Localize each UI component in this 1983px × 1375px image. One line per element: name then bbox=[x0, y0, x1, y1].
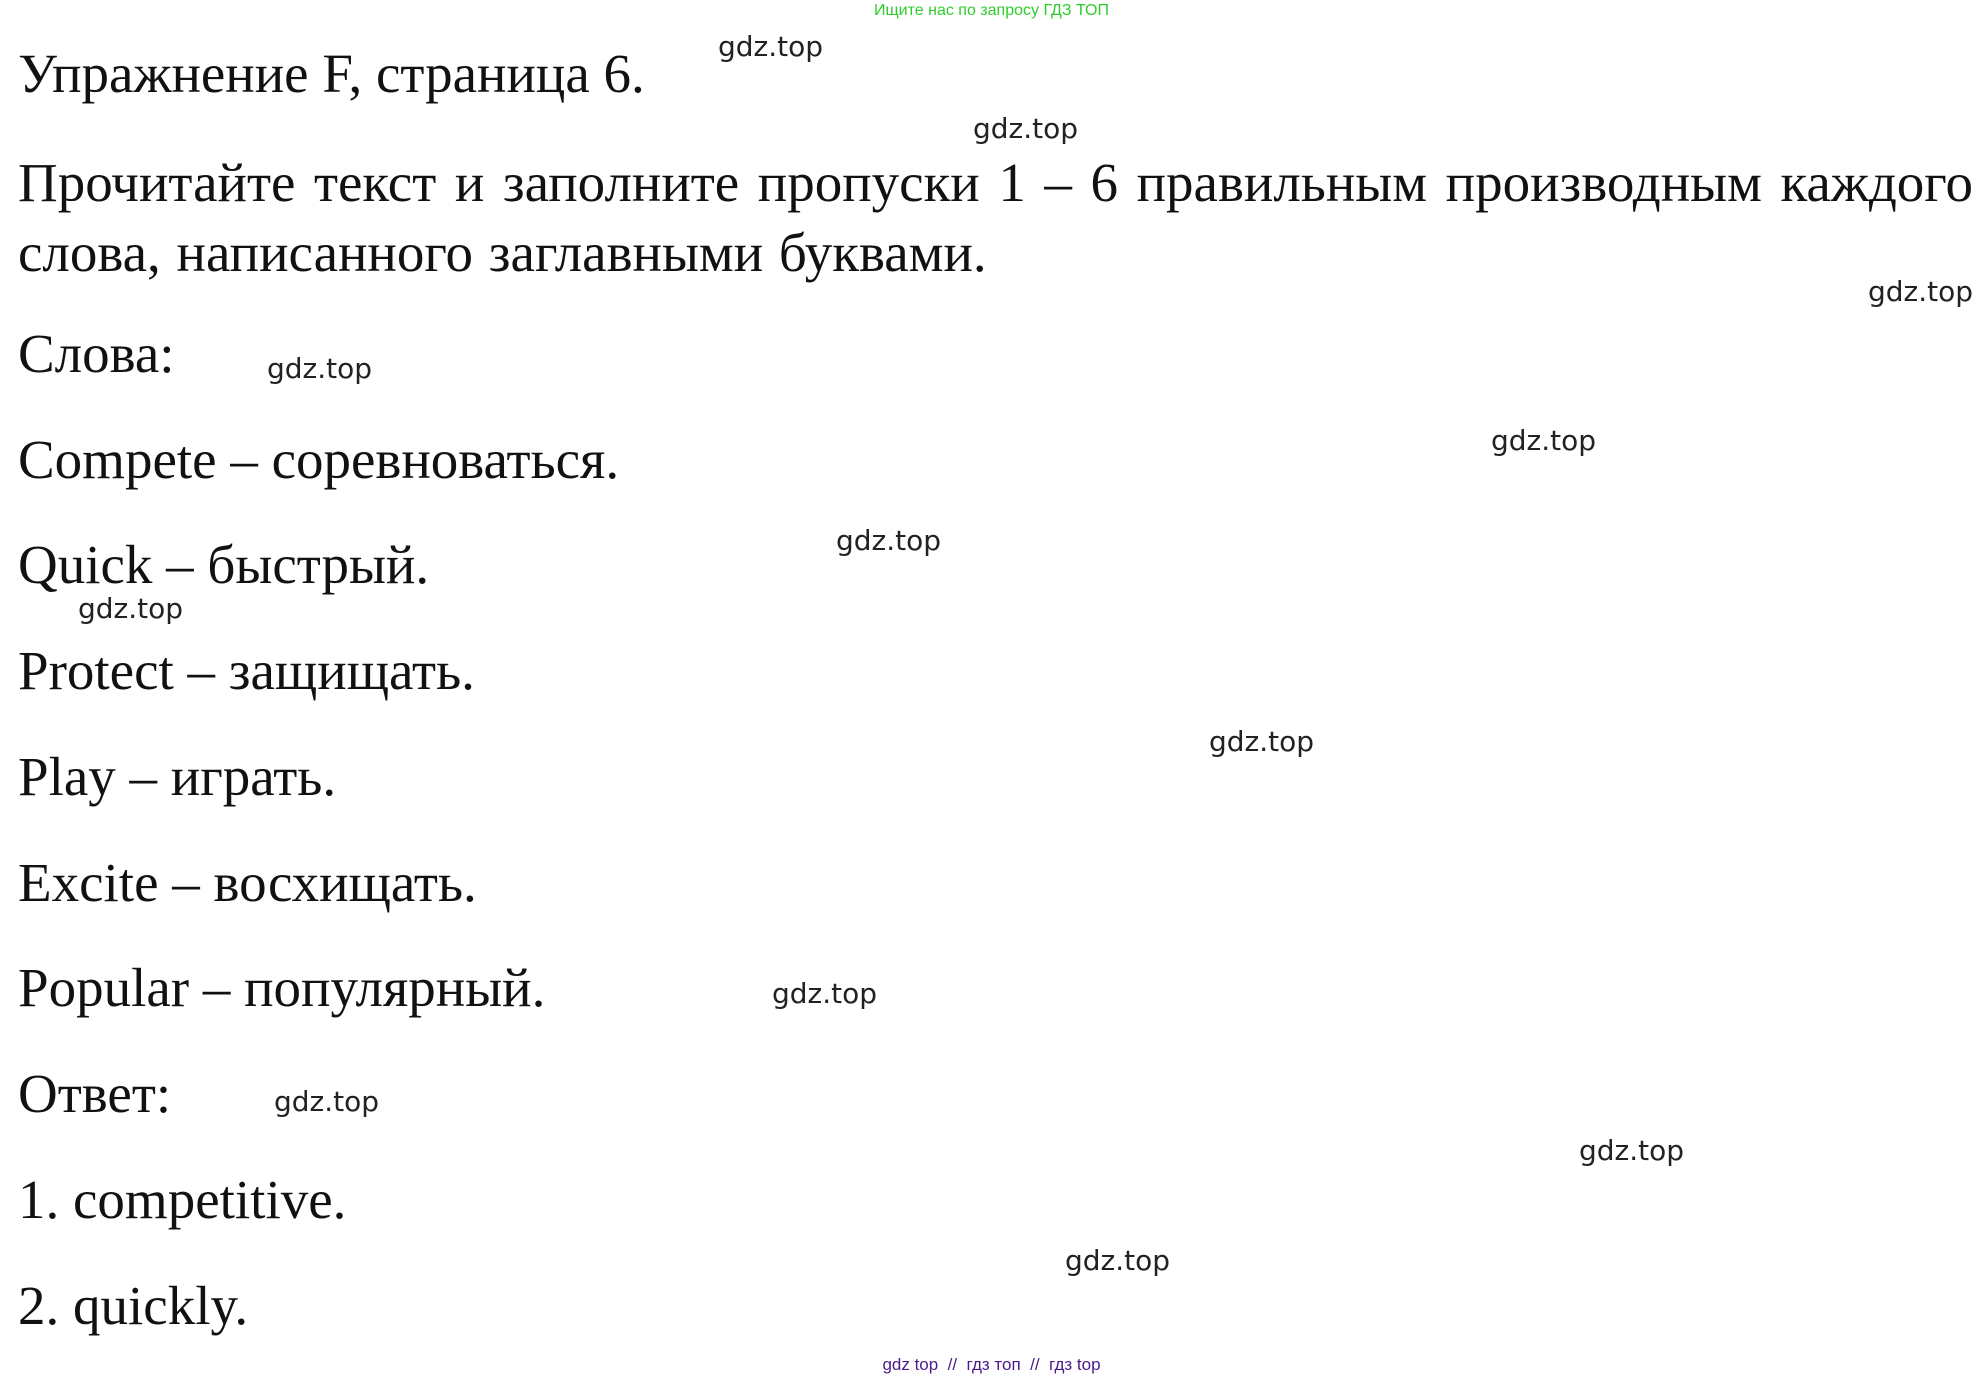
watermark: gdz.top bbox=[973, 112, 1079, 145]
watermark: gdz.top bbox=[1579, 1134, 1685, 1167]
answer-item-2: 2. quickly. bbox=[18, 1275, 249, 1336]
word-item-compete: Compete – соревноваться. bbox=[18, 429, 620, 490]
word-item-popular: Popular – популярный. bbox=[18, 957, 546, 1018]
words-heading: Слова: bbox=[18, 323, 175, 384]
word-item-play: Play – играть. bbox=[18, 746, 337, 807]
watermark: gdz.top bbox=[1491, 424, 1597, 457]
word-item-excite: Excite – восхищать. bbox=[18, 852, 477, 913]
watermark: gdz.top bbox=[1868, 275, 1974, 308]
answer-heading: Ответ: bbox=[18, 1063, 172, 1124]
instruction-text: Прочитайте текст и заполните пропуски 1 – 6 правильным производным каждого слова, написанного заглавными буквами. bbox=[18, 152, 1973, 283]
word-item-protect: Protect – защищать. bbox=[18, 640, 475, 701]
watermark: gdz.top bbox=[267, 352, 373, 385]
search-hint-banner: Ищите нас по запросу ГДЗ ТОП bbox=[874, 2, 1109, 19]
footer-links: gdz top // гдз топ // гдз top bbox=[882, 1355, 1101, 1374]
watermark: gdz.top bbox=[78, 592, 184, 625]
answer-item-1: 1. competitive. bbox=[18, 1169, 347, 1230]
watermark: gdz.top bbox=[772, 977, 878, 1010]
watermark: gdz.top bbox=[718, 30, 824, 63]
watermark: gdz.top bbox=[1209, 725, 1315, 758]
exercise-title: Упражнение F, страница 6. bbox=[18, 43, 645, 104]
watermark: gdz.top bbox=[1065, 1244, 1171, 1277]
watermark: gdz.top bbox=[274, 1085, 380, 1118]
word-item-quick: Quick – быстрый. bbox=[18, 534, 430, 595]
watermark: gdz.top bbox=[836, 524, 942, 557]
